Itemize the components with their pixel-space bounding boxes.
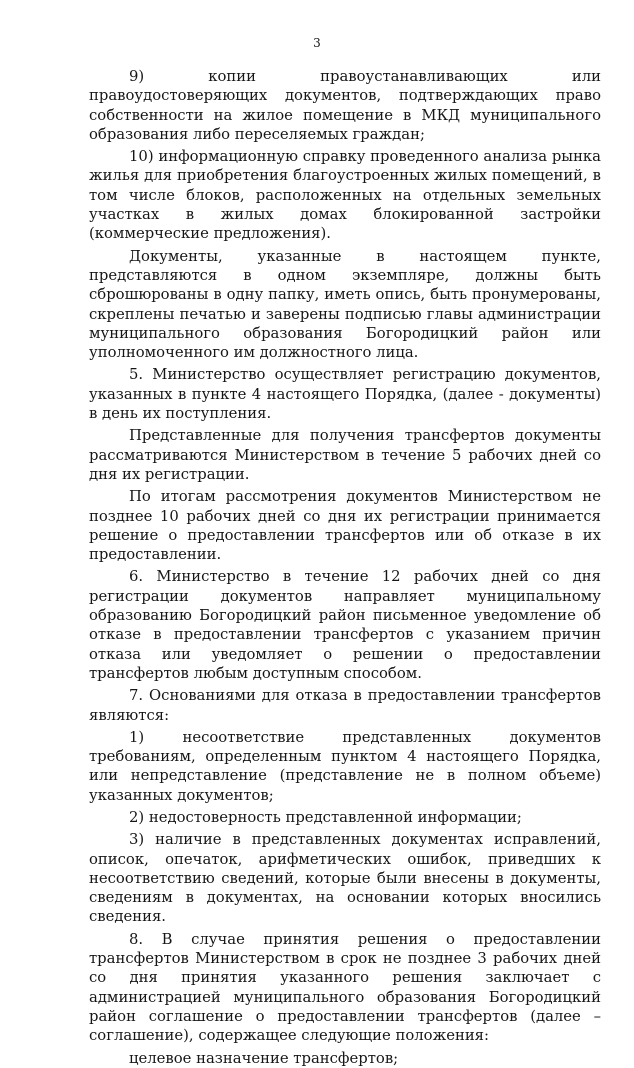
page-number: 3	[313, 36, 321, 50]
paragraph-clause-6: 6. Министерство в течение 12 рабочих дней со дня регистрации документов направляет муниципальному образованию Богородицкий район письменное уведомление об отказе в предоставлении трансфертов с указанием причин отказа или уведомляет о решении о предоставлении трансфертов любым доступным способом.	[89, 568, 601, 682]
document-body	[89, 67, 601, 1068]
paragraph-item-10: 10) информационную справку проведенного анализа рынка жилья для приобретения благоустроенных жилых помещений, в том числе блоков, расположенных на отдельных земельных участках в жилых домах блокированной застройки (коммерческие предложения).	[89, 148, 601, 243]
paragraph-refusal-3: 3) наличие в представленных документах исправлений, описок, опечаток, арифметических ошибок, приведших к несоответствию сведений, которые были внесены в документы, сведениям в документах, на основании которых вносились сведения.	[89, 831, 601, 926]
paragraph-clause-7: 7. Основаниями для отказа в предоставлении трансфертов являются:	[89, 687, 601, 724]
paragraph-review-period: Представленные для получения трансфертов документы рассматриваются Министерством в течение 5 рабочих дней со дня их регистрации.	[89, 427, 601, 483]
paragraph-target-purpose: целевое назначение трансфертов;	[129, 1049, 399, 1067]
paragraph-item-9: 9) копии правоустанавливающих или правоудостоверяющих документов, подтверждающих право собственности на жилое помещение в МКД муниципального образования либо переселяемых граждан;	[89, 68, 601, 143]
paragraph-clause-5: 5. Министерство осуществляет регистрацию документов, указанных в пункте 4 настоящего Порядка, (далее - документы) в день их поступления.	[89, 366, 601, 423]
paragraph-clause-8: 8. В случае принятия решения о предоставлении трансфертов Министерством в срок не позднее 3 рабочих дней со дня принятия указанного решения заключает с администрацией муниципального образования Богородицкий район соглашение о предоставлении трансфертов (далее – соглашение), содержащее следующие положения:	[89, 930, 601, 1045]
paragraph-refusal-1: 1) несоответствие представленных документов требованиям, определенным пунктом 4 настоящего Порядка, или непредставление (представление не в полном объеме) указанных документов;	[89, 728, 601, 804]
paragraph-decision: По итогам рассмотрения документов Министерством не позднее 10 рабочих дней со дня их регистрации принимается решение о предоставлении трансфертов или об отказе в их предоставлении.	[89, 488, 601, 564]
paragraph-refusal-2: 2) недостоверность представленной информации;	[129, 808, 522, 826]
paragraph-documents-requirements: Документы, указанные в настоящем пункте, представляются в одном экземпляре, должны быть сброшюрованы в одну папку, иметь опись, быть пронумерованы, скреплены печатью и заверены подписью главы администрации муниципального образования Богородицкий район или уполномоченного им должностного лица.	[89, 247, 601, 362]
